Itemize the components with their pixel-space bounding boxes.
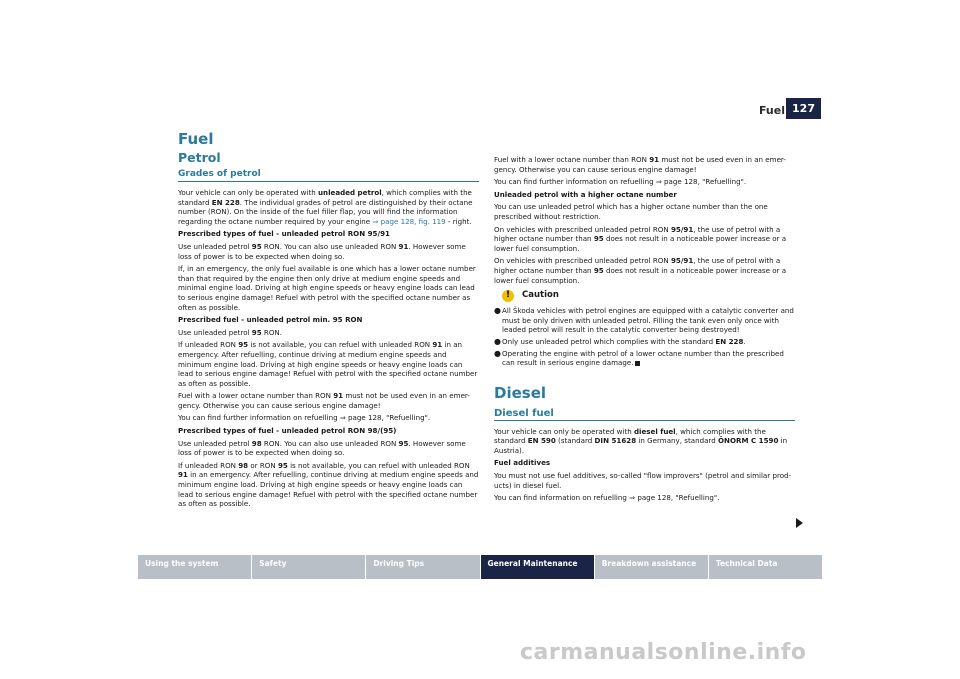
page-link[interactable]: ⇒ page 128, fig. 119 bbox=[372, 216, 446, 226]
paragraph: Fuel with a lower octane number than RON 91 must not be used even in an emer-gency. Otherwise you can cause serious engine damage! bbox=[178, 391, 470, 410]
paragraph: Use unleaded petrol 95 RON. You can also use unleaded RON 91. However some loss of power is to be expected when doing so. bbox=[178, 241, 466, 261]
caution-box bbox=[502, 290, 795, 302]
tab-safety[interactable]: Safety bbox=[252, 555, 365, 579]
paragraph: If unleaded RON 95 is not available, you can refuel with unleaded RON 91 in an emergency. After refuelling, continue driving at medium engine speeds and minimum engine load. Driving at high engine speeds or heavy engine loads can lead to serious engine damage! Refuel with petrol with the specified octane number as often as possible. bbox=[178, 340, 478, 388]
paragraph: You can find further information on refuelling ⇒ page 128, "Refuelling". bbox=[494, 177, 747, 187]
paragraph: You can find further information on refuelling ⇒ page 128, "Refuelling". bbox=[178, 413, 431, 423]
heading-higher-octane: Unleaded petrol with a higher octane number bbox=[494, 189, 677, 199]
paragraph: If unleaded RON 98 or RON 95 is not available, you can refuel with unleaded RON 91 in an emergency. After refuelling, continue driving at medium engine speeds and minimum engine load. Driving at high engine speeds or heavy engine loads can lead to serious engine damage! Refuel with petrol with the specified octane number as often as possible. bbox=[178, 460, 479, 509]
diesel-title: Diesel bbox=[494, 383, 547, 402]
subsection-title: Petrol bbox=[178, 150, 221, 165]
heading-ron-95-91: Prescribed types of fuel - unleaded petrol RON 95/91 bbox=[178, 229, 390, 239]
diesel-fuel-heading: Diesel fuel bbox=[494, 408, 795, 421]
section-title: Fuel bbox=[178, 130, 214, 148]
grades-heading: Grades of petrol bbox=[178, 169, 479, 182]
paragraph: You can use unleaded petrol which has a higher octane number than the one prescribed without restriction. bbox=[494, 202, 768, 221]
paragraph: Your vehicle can only be operated with diesel fuel, which complies with the standard EN 590 (standard DIN 51628 in Germany, standard ÖNORM C 1590 in Austria). bbox=[494, 426, 788, 455]
tab-general-maintenance[interactable]: General Maintenance bbox=[481, 555, 594, 579]
intro-paragraph: Your vehicle can only be operated with unleaded petrol, which complies with the standard EN 228. The individual grades of petrol are distinguished by their octane number (RON). On the inside of the fuel filler flap, you will find the information regarding the octane number required by your engine ⇒ page 128, fig. 119 - right. bbox=[178, 188, 473, 226]
tab-using-the-system[interactable]: Using the system bbox=[138, 555, 251, 579]
caution-icon: ! bbox=[502, 290, 514, 302]
tab-breakdown-assistance[interactable]: Breakdown assistance bbox=[595, 555, 708, 579]
tab-technical-data[interactable]: Technical Data bbox=[709, 555, 822, 579]
paragraph: Use unleaded petrol 95 RON. bbox=[178, 327, 282, 337]
paragraph: On vehicles with prescribed unleaded petrol RON 95/91, the use of petrol with a higher octane number than 95 does not result in a noticeable power increase or a lower fuel consumption. bbox=[494, 224, 787, 253]
paragraph: Fuel with a lower octane number than RON 91 must not be used even in an emer-gency. Otherwise you can cause serious engine damage! bbox=[494, 155, 786, 174]
next-page-arrow-icon[interactable] bbox=[796, 518, 803, 528]
caution-bullet: ● Operating the engine with petrol of a lower octane number than the prescribed can result in serious engine damage. bbox=[494, 348, 784, 368]
page-number: 127 bbox=[786, 98, 821, 119]
caution-bullet: ● All Škoda vehicles with petrol engines are equipped with a catalytic converter and must be only driven with unleaded petrol. Filling the tank even only once with leaded petrol will result in the catalytic converter being destroyed! bbox=[494, 306, 794, 335]
watermark: carmanualsonline.info bbox=[520, 640, 807, 665]
paragraph: You can find information on refuelling ⇒ page 128, "Refuelling". bbox=[494, 493, 720, 503]
paragraph: If, in an emergency, the only fuel available is one which has a lower octane number than that required by the engine then only drive at medium engine speeds and minimal engine load. Driving at high engine speeds or heavy engine loads can lead to serious engine damage! Refuel with petrol with the specified octane number as often as possible. bbox=[178, 264, 476, 312]
heading-ron-98-95: Prescribed types of fuel - unleaded petrol RON 98/(95) bbox=[178, 426, 397, 436]
caution-bullet: ● Only use unleaded petrol which complies with the standard EN 228. bbox=[494, 336, 746, 346]
tab-driving-tips[interactable]: Driving Tips bbox=[366, 555, 479, 579]
paragraph: Use unleaded petrol 98 RON. You can also use unleaded RON 95. However some loss of power is to be expected when doing so. bbox=[178, 438, 466, 458]
paragraph: On vehicles with prescribed unleaded petrol RON 95/91, the use of petrol with a higher octane number than 95 does not result in a noticeable power increase or a lower fuel consumption. bbox=[494, 256, 787, 285]
chapter-nav bbox=[138, 555, 822, 579]
heading-ron-95-min: Prescribed fuel - unleaded petrol min. 95 RON bbox=[178, 315, 363, 325]
left-column bbox=[178, 130, 479, 512]
right-column bbox=[494, 155, 795, 506]
end-mark-icon bbox=[635, 361, 640, 366]
header-title: Fuel bbox=[758, 104, 785, 117]
heading-fuel-additives: Fuel additives bbox=[494, 458, 551, 468]
paragraph: You must not use fuel additives, so-called "flow improvers" (petrol and similar prod-ucts) in diesel fuel. bbox=[494, 471, 792, 490]
caution-label: Caution bbox=[522, 290, 559, 301]
